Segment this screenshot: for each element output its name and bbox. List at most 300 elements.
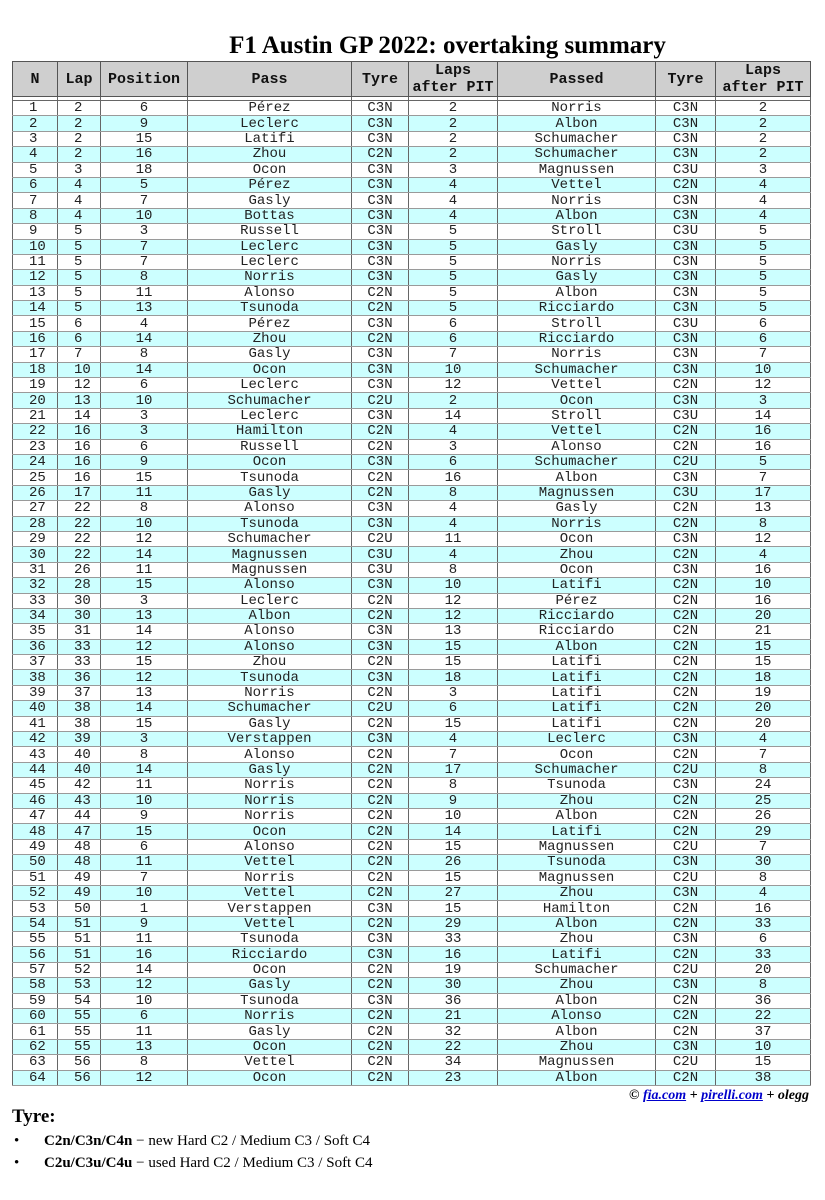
cell-passed: Gasly <box>498 501 656 516</box>
cell-position: 6 <box>101 1009 188 1024</box>
cell-tyre: C3N <box>352 347 409 362</box>
table-row <box>13 608 811 623</box>
cell-laps-after-pit-passed: 6 <box>716 331 811 346</box>
overtaking-table <box>12 61 811 1086</box>
cell-laps-after-pit-passed: 26 <box>716 808 811 823</box>
cell-laps-after-pit: 15 <box>409 901 498 916</box>
cell-pass: Zhou <box>188 331 352 346</box>
cell-tyre: C2N <box>352 762 409 777</box>
cell-passed: Stroll <box>498 408 656 423</box>
cell-n: 45 <box>13 778 58 793</box>
cell-tyre-passed: C2N <box>656 516 716 531</box>
cell-passed: Albon <box>498 639 656 654</box>
cell-tyre: C3N <box>352 516 409 531</box>
header-position: Position <box>101 62 188 97</box>
cell-lap: 56 <box>58 1055 101 1070</box>
cell-n: 41 <box>13 716 58 731</box>
cell-position: 15 <box>101 716 188 731</box>
cell-tyre-passed: C2N <box>656 901 716 916</box>
table-row <box>13 516 811 531</box>
table-row <box>13 747 811 762</box>
table-row <box>13 347 811 362</box>
cell-n: 49 <box>13 839 58 854</box>
cell-n: 10 <box>13 239 58 254</box>
cell-lap: 2 <box>58 116 101 131</box>
cell-pass: Leclerc <box>188 239 352 254</box>
table-row <box>13 639 811 654</box>
cell-passed: Albon <box>498 1070 656 1085</box>
cell-pass: Leclerc <box>188 116 352 131</box>
cell-position: 14 <box>101 547 188 562</box>
cell-laps-after-pit: 2 <box>409 116 498 131</box>
cell-n: 35 <box>13 624 58 639</box>
cell-pass: Norris <box>188 1009 352 1024</box>
cell-laps-after-pit-passed: 14 <box>716 408 811 423</box>
cell-lap: 50 <box>58 901 101 916</box>
cell-tyre: C2N <box>352 1039 409 1054</box>
legend-title: Tyre: <box>12 1106 56 1127</box>
cell-lap: 3 <box>58 162 101 177</box>
cell-passed: Latifi <box>498 716 656 731</box>
cell-passed: Magnussen <box>498 839 656 854</box>
cell-tyre-passed: C2N <box>656 1070 716 1085</box>
cell-position: 9 <box>101 116 188 131</box>
header-tyre: Tyre <box>352 62 409 97</box>
cell-passed: Schumacher <box>498 131 656 146</box>
cell-tyre-passed: C2N <box>656 716 716 731</box>
cell-position: 15 <box>101 578 188 593</box>
cell-pass: Ricciardo <box>188 947 352 962</box>
cell-tyre-passed: C3N <box>656 362 716 377</box>
cell-laps-after-pit-passed: 5 <box>716 301 811 316</box>
cell-laps-after-pit: 2 <box>409 131 498 146</box>
cell-pass: Magnussen <box>188 547 352 562</box>
legend-item-new <box>14 1133 370 1150</box>
table-row <box>13 547 811 562</box>
cell-position: 10 <box>101 885 188 900</box>
cell-lap: 56 <box>58 1070 101 1085</box>
cell-lap: 6 <box>58 316 101 331</box>
cell-pass: Vettel <box>188 855 352 870</box>
cell-n: 20 <box>13 393 58 408</box>
cell-pass: Zhou <box>188 655 352 670</box>
cell-passed: Pérez <box>498 593 656 608</box>
cell-lap: 2 <box>58 101 101 116</box>
cell-pass: Norris <box>188 793 352 808</box>
cell-tyre-passed: C3U <box>656 408 716 423</box>
table-row <box>13 593 811 608</box>
header-tyre-passed: Tyre <box>656 62 716 97</box>
cell-position: 12 <box>101 1070 188 1085</box>
cell-tyre-passed: C2N <box>656 808 716 823</box>
credit-suffix: + olegg <box>762 1088 809 1103</box>
cell-pass: Leclerc <box>188 593 352 608</box>
cell-tyre: C2N <box>352 1070 409 1085</box>
cell-tyre: C2N <box>352 685 409 700</box>
cell-lap: 33 <box>58 639 101 654</box>
cell-n: 4 <box>13 147 58 162</box>
fia-link[interactable]: fia.com <box>642 1088 687 1103</box>
cell-position: 3 <box>101 732 188 747</box>
cell-n: 6 <box>13 177 58 192</box>
cell-laps-after-pit-passed: 16 <box>716 593 811 608</box>
cell-laps-after-pit-passed: 2 <box>716 116 811 131</box>
cell-n: 30 <box>13 547 58 562</box>
cell-n: 61 <box>13 1024 58 1039</box>
cell-tyre-passed: C2N <box>656 639 716 654</box>
cell-laps-after-pit: 4 <box>409 516 498 531</box>
cell-laps-after-pit-passed: 20 <box>716 701 811 716</box>
table-body <box>13 97 811 1086</box>
cell-n: 51 <box>13 870 58 885</box>
cell-position: 13 <box>101 301 188 316</box>
cell-laps-after-pit-passed: 37 <box>716 1024 811 1039</box>
cell-tyre-passed: C2N <box>656 993 716 1008</box>
cell-laps-after-pit: 22 <box>409 1039 498 1054</box>
cell-lap: 48 <box>58 839 101 854</box>
cell-tyre-passed: C3U <box>656 224 716 239</box>
cell-n: 46 <box>13 793 58 808</box>
cell-position: 8 <box>101 501 188 516</box>
cell-tyre: C3N <box>352 162 409 177</box>
cell-tyre: C3U <box>352 562 409 577</box>
cell-pass: Verstappen <box>188 732 352 747</box>
cell-tyre-passed: C3N <box>656 301 716 316</box>
cell-laps-after-pit-passed: 16 <box>716 439 811 454</box>
cell-tyre-passed: C2U <box>656 762 716 777</box>
cell-pass: Magnussen <box>188 562 352 577</box>
pirelli-link[interactable]: pirelli.com <box>701 1088 763 1103</box>
cell-passed: Albon <box>498 470 656 485</box>
cell-lap: 10 <box>58 362 101 377</box>
cell-lap: 51 <box>58 932 101 947</box>
cell-tyre: C3N <box>352 208 409 223</box>
cell-n: 62 <box>13 1039 58 1054</box>
cell-pass: Alonso <box>188 578 352 593</box>
table-row <box>13 301 811 316</box>
cell-laps-after-pit: 30 <box>409 978 498 993</box>
cell-tyre: C3N <box>352 193 409 208</box>
table-row <box>13 408 811 423</box>
cell-lap: 53 <box>58 978 101 993</box>
cell-pass: Vettel <box>188 885 352 900</box>
cell-tyre: C2N <box>352 285 409 300</box>
table-row <box>13 824 811 839</box>
cell-tyre: C2N <box>352 916 409 931</box>
cell-tyre-passed: C2N <box>656 578 716 593</box>
table-row <box>13 701 811 716</box>
cell-n: 50 <box>13 855 58 870</box>
cell-tyre: C3N <box>352 362 409 377</box>
cell-passed: Albon <box>498 285 656 300</box>
table-row <box>13 978 811 993</box>
cell-lap: 40 <box>58 747 101 762</box>
cell-n: 60 <box>13 1009 58 1024</box>
cell-tyre-passed: C2N <box>656 701 716 716</box>
cell-tyre-passed: C2N <box>656 424 716 439</box>
cell-position: 15 <box>101 655 188 670</box>
cell-position: 15 <box>101 131 188 146</box>
cell-laps-after-pit: 7 <box>409 747 498 762</box>
cell-passed: Schumacher <box>498 362 656 377</box>
table-row <box>13 208 811 223</box>
cell-n: 36 <box>13 639 58 654</box>
cell-pass: Ocon <box>188 1039 352 1054</box>
cell-tyre: C3N <box>352 224 409 239</box>
cell-lap: 5 <box>58 254 101 269</box>
cell-passed: Schumacher <box>498 762 656 777</box>
cell-n: 52 <box>13 885 58 900</box>
cell-laps-after-pit: 4 <box>409 424 498 439</box>
cell-pass: Vettel <box>188 916 352 931</box>
cell-lap: 47 <box>58 824 101 839</box>
cell-position: 13 <box>101 685 188 700</box>
cell-tyre: C3N <box>352 639 409 654</box>
legend-code: C2u/C3u/C4u <box>44 1155 133 1171</box>
cell-pass: Verstappen <box>188 901 352 916</box>
cell-n: 31 <box>13 562 58 577</box>
cell-laps-after-pit: 12 <box>409 378 498 393</box>
cell-pass: Zhou <box>188 147 352 162</box>
cell-n: 53 <box>13 901 58 916</box>
cell-position: 12 <box>101 670 188 685</box>
header-laps-after-pit-line2: after PIT <box>412 79 494 96</box>
cell-laps-after-pit-passed: 8 <box>716 870 811 885</box>
cell-position: 11 <box>101 285 188 300</box>
cell-tyre-passed: C2N <box>656 670 716 685</box>
cell-position: 4 <box>101 316 188 331</box>
cell-laps-after-pit-passed: 10 <box>716 362 811 377</box>
cell-laps-after-pit-passed: 21 <box>716 624 811 639</box>
cell-tyre-passed: C2N <box>656 947 716 962</box>
cell-lap: 5 <box>58 270 101 285</box>
table-row <box>13 316 811 331</box>
cell-passed: Norris <box>498 254 656 269</box>
cell-lap: 2 <box>58 147 101 162</box>
cell-n: 48 <box>13 824 58 839</box>
cell-passed: Albon <box>498 993 656 1008</box>
cell-lap: 55 <box>58 1024 101 1039</box>
cell-laps-after-pit: 14 <box>409 408 498 423</box>
cell-lap: 54 <box>58 993 101 1008</box>
cell-laps-after-pit-passed: 18 <box>716 670 811 685</box>
cell-tyre-passed: C2N <box>656 916 716 931</box>
legend-text: − new Hard C2 / Medium C3 / Soft C4 <box>132 1133 370 1149</box>
cell-n: 19 <box>13 378 58 393</box>
cell-passed: Latifi <box>498 670 656 685</box>
cell-tyre-passed: C3U <box>656 162 716 177</box>
cell-pass: Leclerc <box>188 254 352 269</box>
cell-laps-after-pit-passed: 7 <box>716 747 811 762</box>
cell-position: 14 <box>101 624 188 639</box>
table-row <box>13 578 811 593</box>
cell-n: 59 <box>13 993 58 1008</box>
cell-position: 5 <box>101 177 188 192</box>
cell-tyre-passed: C3N <box>656 254 716 269</box>
cell-pass: Russell <box>188 439 352 454</box>
cell-n: 25 <box>13 470 58 485</box>
cell-n: 15 <box>13 316 58 331</box>
cell-n: 33 <box>13 593 58 608</box>
cell-laps-after-pit: 33 <box>409 932 498 947</box>
cell-tyre: C2N <box>352 824 409 839</box>
cell-lap: 52 <box>58 962 101 977</box>
cell-laps-after-pit-passed: 16 <box>716 562 811 577</box>
bullet-icon: • <box>14 1155 20 1171</box>
credit-prefix: © <box>628 1088 643 1103</box>
cell-n: 57 <box>13 962 58 977</box>
cell-n: 21 <box>13 408 58 423</box>
cell-passed: Albon <box>498 208 656 223</box>
cell-laps-after-pit-passed: 30 <box>716 855 811 870</box>
cell-lap: 14 <box>58 408 101 423</box>
cell-pass: Schumacher <box>188 531 352 546</box>
cell-laps-after-pit: 5 <box>409 270 498 285</box>
table-row <box>13 270 811 285</box>
cell-pass: Bottas <box>188 208 352 223</box>
table-row <box>13 116 811 131</box>
cell-n: 47 <box>13 808 58 823</box>
table-row <box>13 424 811 439</box>
cell-position: 7 <box>101 193 188 208</box>
cell-laps-after-pit: 17 <box>409 762 498 777</box>
cell-position: 6 <box>101 839 188 854</box>
cell-laps-after-pit: 3 <box>409 685 498 700</box>
cell-position: 11 <box>101 932 188 947</box>
cell-tyre-passed: C2N <box>656 439 716 454</box>
table-row <box>13 362 811 377</box>
cell-passed: Albon <box>498 916 656 931</box>
table-row <box>13 962 811 977</box>
cell-laps-after-pit-passed: 15 <box>716 639 811 654</box>
cell-tyre-passed: C3N <box>656 562 716 577</box>
cell-lap: 22 <box>58 531 101 546</box>
cell-position: 12 <box>101 531 188 546</box>
cell-passed: Latifi <box>498 701 656 716</box>
cell-position: 8 <box>101 347 188 362</box>
cell-n: 32 <box>13 578 58 593</box>
cell-tyre: C3N <box>352 624 409 639</box>
cell-pass: Alonso <box>188 747 352 762</box>
cell-pass: Pérez <box>188 101 352 116</box>
cell-passed: Latifi <box>498 655 656 670</box>
cell-n: 1 <box>13 101 58 116</box>
cell-position: 9 <box>101 808 188 823</box>
header-pass: Pass <box>188 62 352 97</box>
cell-pass: Tsunoda <box>188 470 352 485</box>
cell-tyre: C2N <box>352 839 409 854</box>
cell-passed: Magnussen <box>498 485 656 500</box>
cell-passed: Albon <box>498 808 656 823</box>
table-row <box>13 131 811 146</box>
cell-tyre: C3N <box>352 408 409 423</box>
table-row <box>13 1070 811 1085</box>
cell-passed: Latifi <box>498 824 656 839</box>
cell-tyre-passed: C3N <box>656 285 716 300</box>
cell-position: 6 <box>101 378 188 393</box>
table-row <box>13 624 811 639</box>
table-row <box>13 655 811 670</box>
cell-n: 64 <box>13 1070 58 1085</box>
cell-n: 16 <box>13 331 58 346</box>
cell-tyre: C2N <box>352 870 409 885</box>
cell-position: 7 <box>101 870 188 885</box>
header-passed: Passed <box>498 62 656 97</box>
cell-pass: Tsunoda <box>188 932 352 947</box>
cell-lap: 49 <box>58 870 101 885</box>
cell-lap: 40 <box>58 762 101 777</box>
cell-passed: Norris <box>498 516 656 531</box>
cell-pass: Tsunoda <box>188 516 352 531</box>
cell-tyre: C3N <box>352 177 409 192</box>
cell-lap: 51 <box>58 916 101 931</box>
cell-pass: Alonso <box>188 839 352 854</box>
cell-n: 11 <box>13 254 58 269</box>
cell-tyre-passed: C3N <box>656 1039 716 1054</box>
legend-code: C2n/C3n/C4n <box>44 1133 133 1149</box>
cell-passed: Ocon <box>498 747 656 762</box>
cell-tyre-passed: C2U <box>656 454 716 469</box>
cell-pass: Schumacher <box>188 701 352 716</box>
cell-n: 8 <box>13 208 58 223</box>
cell-n: 26 <box>13 485 58 500</box>
cell-laps-after-pit-passed: 6 <box>716 932 811 947</box>
cell-laps-after-pit: 34 <box>409 1055 498 1070</box>
cell-laps-after-pit: 10 <box>409 578 498 593</box>
cell-passed: Ocon <box>498 393 656 408</box>
cell-position: 14 <box>101 362 188 377</box>
cell-lap: 17 <box>58 485 101 500</box>
cell-laps-after-pit-passed: 25 <box>716 793 811 808</box>
cell-pass: Norris <box>188 685 352 700</box>
cell-laps-after-pit-passed: 5 <box>716 270 811 285</box>
cell-laps-after-pit: 26 <box>409 855 498 870</box>
cell-lap: 22 <box>58 501 101 516</box>
cell-passed: Tsunoda <box>498 855 656 870</box>
cell-laps-after-pit-passed: 2 <box>716 147 811 162</box>
cell-laps-after-pit: 10 <box>409 808 498 823</box>
cell-laps-after-pit-passed: 38 <box>716 1070 811 1085</box>
table-row <box>13 285 811 300</box>
cell-tyre-passed: C2N <box>656 793 716 808</box>
cell-tyre-passed: C2U <box>656 962 716 977</box>
cell-laps-after-pit-passed: 20 <box>716 716 811 731</box>
cell-pass: Gasly <box>188 1024 352 1039</box>
cell-lap: 44 <box>58 808 101 823</box>
cell-laps-after-pit: 6 <box>409 331 498 346</box>
cell-laps-after-pit: 29 <box>409 916 498 931</box>
cell-position: 3 <box>101 593 188 608</box>
cell-laps-after-pit: 8 <box>409 562 498 577</box>
cell-lap: 49 <box>58 885 101 900</box>
header-laps-after-pit-passed-line1: Laps <box>744 62 781 79</box>
cell-tyre-passed: C2N <box>656 378 716 393</box>
cell-laps-after-pit-passed: 8 <box>716 978 811 993</box>
cell-tyre-passed: C2U <box>656 870 716 885</box>
cell-tyre: C3U <box>352 547 409 562</box>
cell-lap: 5 <box>58 224 101 239</box>
table-row <box>13 224 811 239</box>
cell-tyre-passed: C3N <box>656 193 716 208</box>
cell-tyre: C3N <box>352 932 409 947</box>
cell-laps-after-pit-passed: 2 <box>716 131 811 146</box>
cell-n: 2 <box>13 116 58 131</box>
cell-tyre-passed: C3N <box>656 239 716 254</box>
cell-pass: Ocon <box>188 454 352 469</box>
cell-position: 13 <box>101 608 188 623</box>
cell-tyre-passed: C2N <box>656 1024 716 1039</box>
cell-pass: Norris <box>188 870 352 885</box>
